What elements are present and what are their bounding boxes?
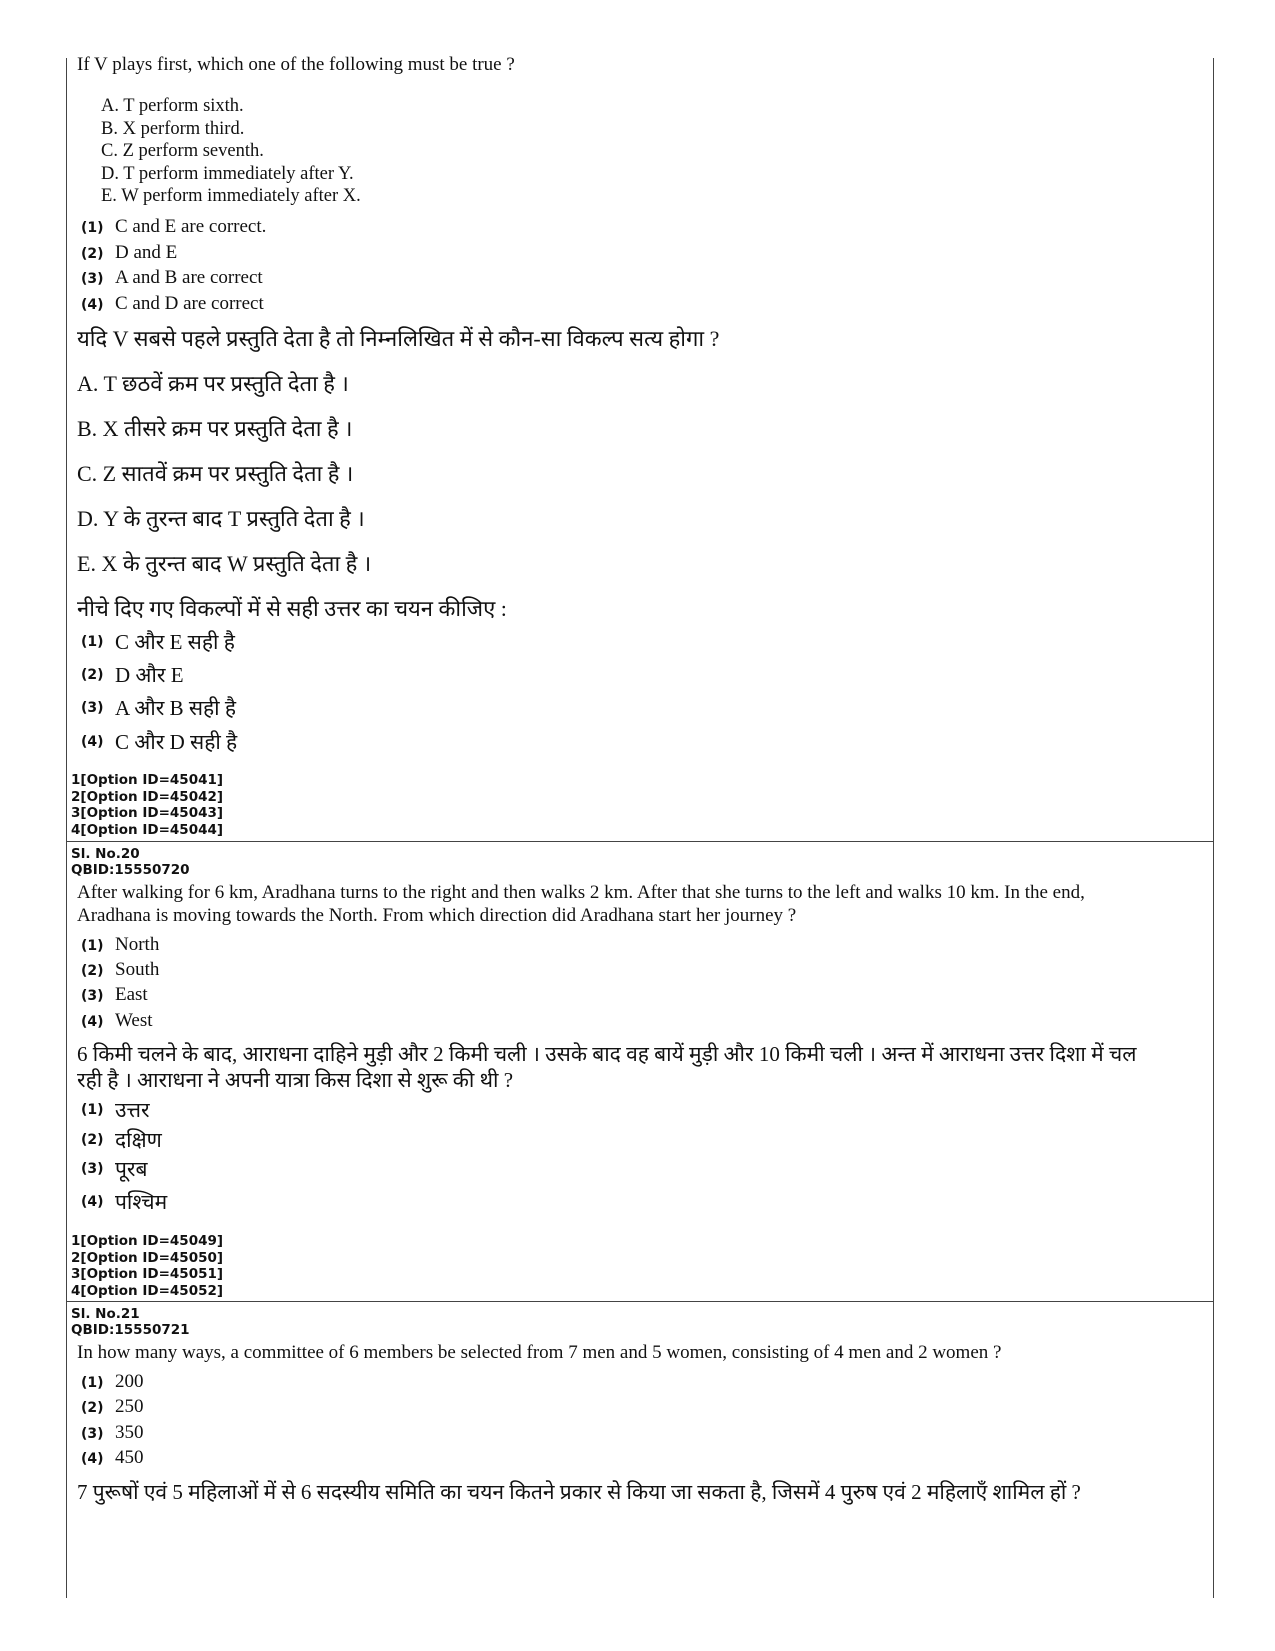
q20-question-en-line2: Aradhana is moving towards the North. From which direction did Aradhana start her journey ? [77, 905, 797, 926]
q19-statement-hi-d: D. Y के तुरन्त बाद T प्रस्तुति देता है । [77, 506, 365, 531]
q19-option-hi-3: (3) A और B सही है [81, 696, 237, 720]
q19-question-hi: यदि V सबसे पहले प्रस्तुति देता है तो निम्नलिखित में से कौन-सा विकल्प सत्य होगा ? [77, 326, 720, 351]
q21-option-en-4: (4) 450 [81, 1447, 144, 1468]
q19-option-id-1: 1[Option ID=45041] [71, 772, 224, 788]
q20-option-hi-2: (2) दक्षिण [81, 1128, 162, 1152]
q21-option-en-1: (1) 200 [81, 1371, 144, 1392]
divider [67, 1301, 1213, 1302]
q21-header [71, 1306, 190, 1338]
q20-option-id-2: 2[Option ID=45050] [71, 1249, 224, 1266]
q19-option-hi-4: (4) C और D सही है [81, 730, 238, 754]
q19-statement-c: C. Z perform seventh. [101, 141, 264, 161]
q19-option-hi-2: (2) D और E [81, 663, 184, 687]
q20-option-en-4: (4) West [81, 1010, 153, 1031]
q19-option-hi-1: (1) C और E सही है [81, 630, 235, 654]
q20-question-hi-line1: 6 किमी चलने के बाद, आराधना दाहिने मुड़ी और 2 किमी चली । उसके बाद वह बायें मुड़ी और 10 किमी चली । अन्त में आराधना उत्तर दिशा में चल [77, 1042, 1137, 1066]
q20-header [71, 846, 190, 878]
q21-sl-no: Sl. No.21 [71, 1306, 140, 1322]
question-paper-frame [66, 54, 1214, 1598]
q21-option-en-2: (2) 250 [81, 1396, 144, 1417]
q19-option-ids [71, 772, 223, 838]
q19-option-id-2: 2[Option ID=45042] [71, 788, 224, 805]
q20-question-en-line1: After walking for 6 km, Aradhana turns to the right and then walks 2 km. After that she turns to the left and walks 10 km. In the end, [77, 882, 1085, 903]
q20-option-ids [71, 1233, 223, 1299]
q19-question-en: If V plays first, which one of the following must be true ? [77, 54, 515, 75]
q20-option-id-3: 3[Option ID=45051] [71, 1266, 224, 1282]
q19-statement-hi-b: B. X तीसरे क्रम पर प्रस्तुति देता है । [77, 416, 353, 441]
q19-statement-hi-a: A. T छठवें क्रम पर प्रस्तुति देता है । [77, 371, 349, 396]
q20-option-id-1: 1[Option ID=45049] [71, 1233, 224, 1249]
q19-instruction-hi: नीचे दिए गए विकल्पों में से सही उत्तर का चयन कीजिए : [77, 596, 507, 621]
q19-option-en-4: (4) C and D are correct [81, 293, 264, 314]
q20-option-hi-3: (3) पूरब [81, 1157, 148, 1181]
q21-option-en-3: (3) 350 [81, 1422, 144, 1443]
q19-option-en-2: (2) D and E [81, 242, 178, 263]
q19-option-en-1: (1) C and E are correct. [81, 216, 267, 237]
q19-option-id-4: 4[Option ID=45044] [71, 821, 224, 838]
divider [67, 841, 1213, 842]
q19-statement-hi-e: E. X के तुरन्त बाद W प्रस्तुति देता है । [77, 551, 372, 576]
q20-option-en-1: (1) North [81, 934, 160, 955]
q19-option-en-3: (3) A and B are correct [81, 267, 263, 288]
q19-statement-hi-c: C. Z सातवें क्रम पर प्रस्तुति देता है । [77, 461, 354, 486]
q21-qbid: QBID:15550721 [71, 1322, 190, 1338]
q19-statement-a: A. T perform sixth. [101, 96, 244, 116]
q20-option-hi-4: (4) पश्चिम [81, 1190, 168, 1214]
q20-option-en-2: (2) South [81, 959, 160, 980]
q20-option-hi-1: (1) उत्तर [81, 1098, 150, 1122]
q21-question-en: In how many ways, a committee of 6 members be selected from 7 men and 5 women, consisting of 4 men and 2 women ? [77, 1342, 1002, 1363]
q19-statement-d: D. T perform immediately after Y. [101, 164, 354, 184]
q19-statement-b: B. X perform third. [101, 119, 245, 139]
q20-option-id-4: 4[Option ID=45052] [71, 1282, 224, 1299]
q20-question-hi-line2: रही है । आराधना ने अपनी यात्रा किस दिशा से शुरू की थी ? [77, 1068, 514, 1092]
q20-qbid: QBID:15550720 [71, 862, 190, 878]
q21-question-hi: 7 पुरूषों एवं 5 महिलाओं में से 6 सदस्यीय समिति का चयन कितने प्रकार से किया जा सकता है, जिसमें 4 पुरुष एवं 2 महिलाएँ शामिल हों ? [77, 1480, 1081, 1504]
q19-option-id-3: 3[Option ID=45043] [71, 805, 224, 821]
q20-sl-no: Sl. No.20 [71, 846, 140, 862]
q20-option-en-3: (3) East [81, 984, 148, 1005]
q19-statement-e: E. W perform immediately after X. [101, 186, 361, 206]
